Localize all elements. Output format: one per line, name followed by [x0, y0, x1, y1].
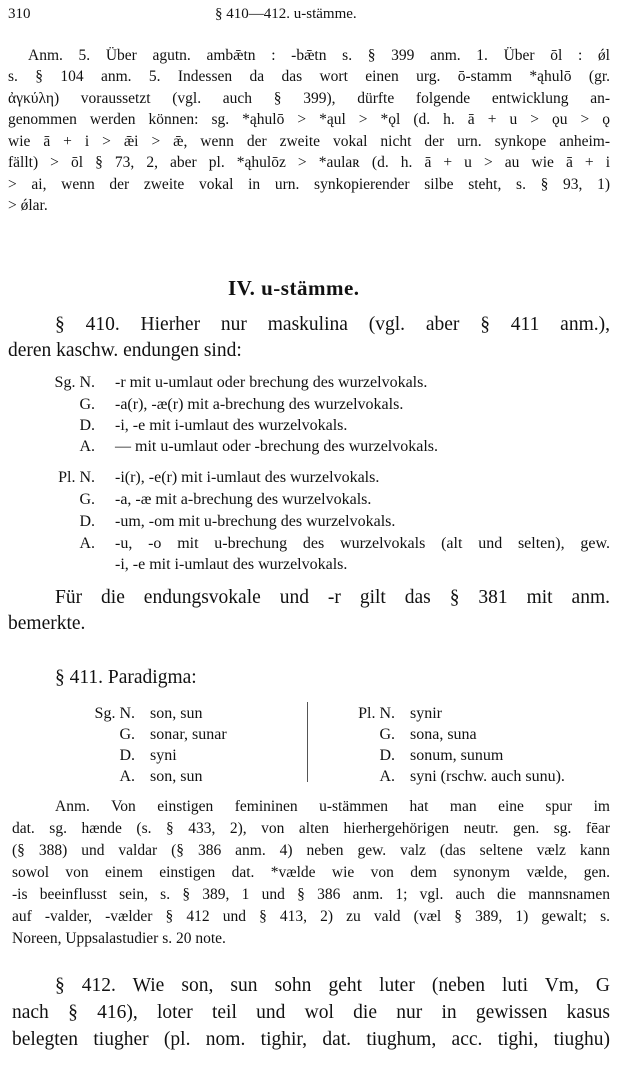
- case-label: A.: [79, 535, 95, 552]
- case-label: Pl. N.: [58, 469, 95, 486]
- paradigm-label: A.: [379, 768, 395, 785]
- paradigm-form: sona, suna: [410, 726, 477, 743]
- case-ending: -r mit u-umlaut oder brechung des wurzelvokals.: [115, 374, 428, 391]
- paradigm-form: sonum, sunum: [410, 747, 504, 764]
- text-line: Anm. 5. Über agutn. ambǣtn : -bǣtn s. § 399 anm. 1. Über ōl : ǿl: [28, 47, 610, 64]
- paradigm-label: G.: [379, 726, 395, 743]
- case-ending: -i(r), -e(r) mit i-umlaut des wurzelvokals.: [115, 469, 380, 486]
- text-line: s. § 104 anm. 5. Indessen da das wort einen urg. ō-stamm *ąhulō (gr.: [8, 68, 610, 85]
- case-ending: -u, -o mit u-brechung des wurzelvokals (alt und selten), gew.: [115, 535, 610, 552]
- text-line: Noreen, Uppsalastudier s. 20 note.: [12, 930, 226, 947]
- case-label: G.: [79, 396, 95, 413]
- text-line: -is beeinflusst sein, s. § 389, 1 und § 386 anm. 1; vgl. auch die mannsnamen: [12, 886, 610, 903]
- section-heading: IV. u-stämme.: [228, 276, 360, 300]
- text-line: > ǿlar.: [8, 197, 48, 214]
- paradigm-label: A.: [119, 768, 135, 785]
- text-line: genommen werden können: sg. *ąhulō > *ąul > *ǫl (d. h. ā + u > ǫu > ǫ: [8, 111, 610, 128]
- text-line: belegten tiugher (pl. nom. tighir, dat. tiughum, acc. tighi, tiughu): [12, 1029, 610, 1050]
- text-line: fällt) > ōl § 73, 2, aber pl. *ąhulōz > *aulaʀ (d. h. ā + u > au wie ā + i: [8, 154, 610, 171]
- text-line: > ai, wenn der zweite vokal in urn. synkopierender silbe steht, s. § 93, 1): [8, 176, 610, 193]
- paradigm-form: son, sun: [150, 768, 203, 785]
- paradigm-form: son, sun: [150, 705, 203, 722]
- paradigm-label: Sg. N.: [94, 705, 135, 722]
- case-label: D.: [79, 417, 95, 434]
- text-line: Für die endungsvokale und -r gilt das § 381 mit anm.: [55, 587, 610, 608]
- paradigm-label: D.: [119, 747, 135, 764]
- paradigm-label: Pl. N.: [358, 705, 395, 722]
- text-line: (§ 388) und valdar (§ 386 anm. 4) neben gew. valz (das seltene vælz kann: [12, 842, 610, 859]
- case-label: D.: [79, 513, 95, 530]
- case-ending: — mit u-umlaut oder -brechung des wurzelvokals.: [115, 438, 439, 455]
- case-ending: -um, -om mit u-brechung des wurzelvokals.: [115, 513, 396, 530]
- paradigm-form: syni: [150, 747, 177, 764]
- paradigm-form: syni (rschw. auch sunu).: [410, 768, 565, 785]
- text-line: deren kaschw. endungen sind:: [8, 340, 242, 361]
- text-line: auf -valder, -vælder § 412 und § 413, 2) zu vald (væl § 389, 1) gewalt; s.: [12, 908, 610, 925]
- running-head: § 410—412. u-stämme.: [215, 6, 357, 22]
- text-line: bemerkte.: [8, 613, 86, 634]
- text-line: sowol von einem einstigen dat. *vælde wie von dem synonym vælde, gen.: [12, 864, 610, 881]
- text-line: wie ā + i > ǣi > ǣ, wenn der zweite vokal nicht der urn. synkope anheim-: [8, 133, 610, 150]
- section-title: § 411. Paradigma:: [55, 667, 197, 688]
- paradigm-label: D.: [379, 747, 395, 764]
- paradigm-form: synir: [410, 705, 442, 722]
- text-line: Anm. Von einstigen femininen u-stämmen hat man eine spur im: [55, 798, 610, 815]
- paradigm-form: sonar, sunar: [150, 726, 227, 743]
- text-line: dat. sg. hænde (s. § 433, 2), von alten hierhergehörigen neutr. gen. sg. fēar: [12, 820, 610, 837]
- text-line: ἀγκύλη) voraussetzt (vgl. auch § 399), dürfte folgende entwicklung an-: [8, 90, 610, 107]
- case-ending: -i, -e mit i-umlaut des wurzelvokals.: [115, 417, 348, 434]
- case-label: G.: [79, 491, 95, 508]
- text-line: nach § 416), loter teil und wol die nur in gewissen kasus: [12, 1002, 610, 1023]
- case-ending: -a, -æ mit a-brechung des wurzelvokals.: [115, 491, 372, 508]
- page-number: 310: [8, 6, 31, 22]
- paradigm-label: G.: [119, 726, 135, 743]
- case-label: A.: [79, 438, 95, 455]
- column-divider: [307, 702, 308, 782]
- case-ending: -i, -e mit i-umlaut des wurzelvokals.: [115, 556, 348, 573]
- text-line: § 410. Hierher nur maskulina (vgl. aber § 411 anm.),: [55, 314, 610, 335]
- case-label: Sg. N.: [54, 374, 95, 391]
- text-line: § 412. Wie son, sun sohn geht luter (neben luti Vm, G: [55, 975, 610, 996]
- case-ending: -a(r), -æ(r) mit a-brechung des wurzelvokals.: [115, 396, 404, 413]
